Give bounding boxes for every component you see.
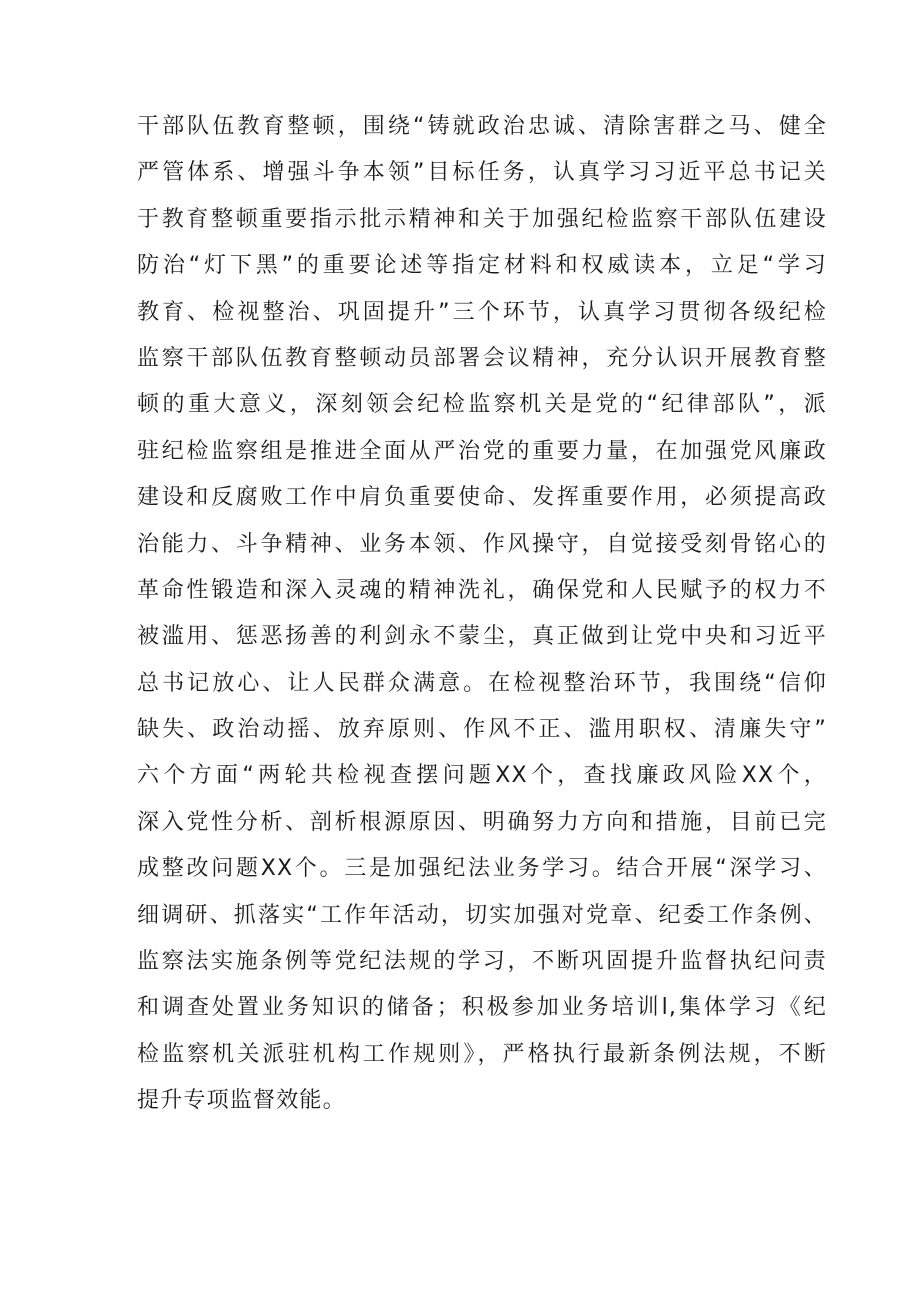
paragraph-line: 检监察机关派驻机构工作规则》，严格执行最新条例法规，不断 (137, 1041, 827, 1067)
paragraph-line: 驻纪检监察组是推进全面从严治党的重要力量，在加强党风廉政 (137, 438, 827, 464)
body-paragraph (137, 104, 827, 1125)
paragraph-line: 防治“灯下黑”的重要论述等指定材料和权威读本，立足“学习 (137, 253, 827, 279)
paragraph-line: 顿的重大意义，深刻领会纪检监察机关是党的“纪律部队”，派 (137, 392, 827, 418)
paragraph-line: 细调研、抓落实“工作年活动，切实加强对党章、纪委工作条例、 (137, 902, 827, 928)
paragraph-line: 监察干部队伍教育整顿动员部署会议精神，充分认识开展教育整 (137, 345, 827, 371)
paragraph-line: 深入党性分析、剖析根源原因、明确努力方向和措施，目前已完 (137, 809, 827, 835)
paragraph-line: 被滥用、惩恶扬善的利剑永不蒙尘，真正做到让党中央和习近平 (137, 624, 827, 650)
paragraph-line: 监察法实施条例等党纪法规的学习，不断巩固提升监督执纪问责 (137, 949, 827, 975)
paragraph-line: 于教育整顿重要指示批示精神和关于加强纪检监察干部队伍建设 (137, 206, 827, 232)
paragraph-line: 提升专项监督效能。 (137, 1088, 346, 1114)
paragraph-line: 治能力、斗争精神、业务本领、作风操守，自觉接受刻骨铭心的 (137, 531, 827, 557)
paragraph-line: 六个方面“两轮共检视查摆问题XX个，查找廉政风险XX个， (137, 763, 827, 789)
paragraph-line: 干部队伍教育整顿，围绕“铸就政治忠诚、清除害群之马、健全 (137, 114, 827, 139)
paragraph-line: 成整改问题XX个。三是加强纪法业务学习。结合开展“深学习、 (137, 856, 827, 882)
paragraph-line: 革命性锻造和深入灵魂的精神洗礼，确保党和人民赋予的权力不 (137, 577, 827, 603)
paragraph-line: 和调查处置业务知识的储备；积极参加业务培训l,集体学习《纪 (137, 995, 827, 1021)
paragraph-line: 建设和反腐败工作中肩负重要使命、发挥重要作用，必须提高政 (137, 485, 827, 511)
paragraph-line: 严管体系、增强斗争本领”目标任务，认真学习习近平总书记关 (137, 160, 827, 186)
paragraph-line: 缺失、政治动摇、放弃原则、作风不正、滥用职权、清廉失守” (137, 717, 827, 743)
paragraph-line: 总书记放心、让人民群众满意。在检视整治环节，我围绕“信仰 (137, 670, 827, 696)
paragraph-line: 教育、检视整治、巩固提升”三个环节，认真学习贯彻各级纪检 (137, 299, 827, 325)
